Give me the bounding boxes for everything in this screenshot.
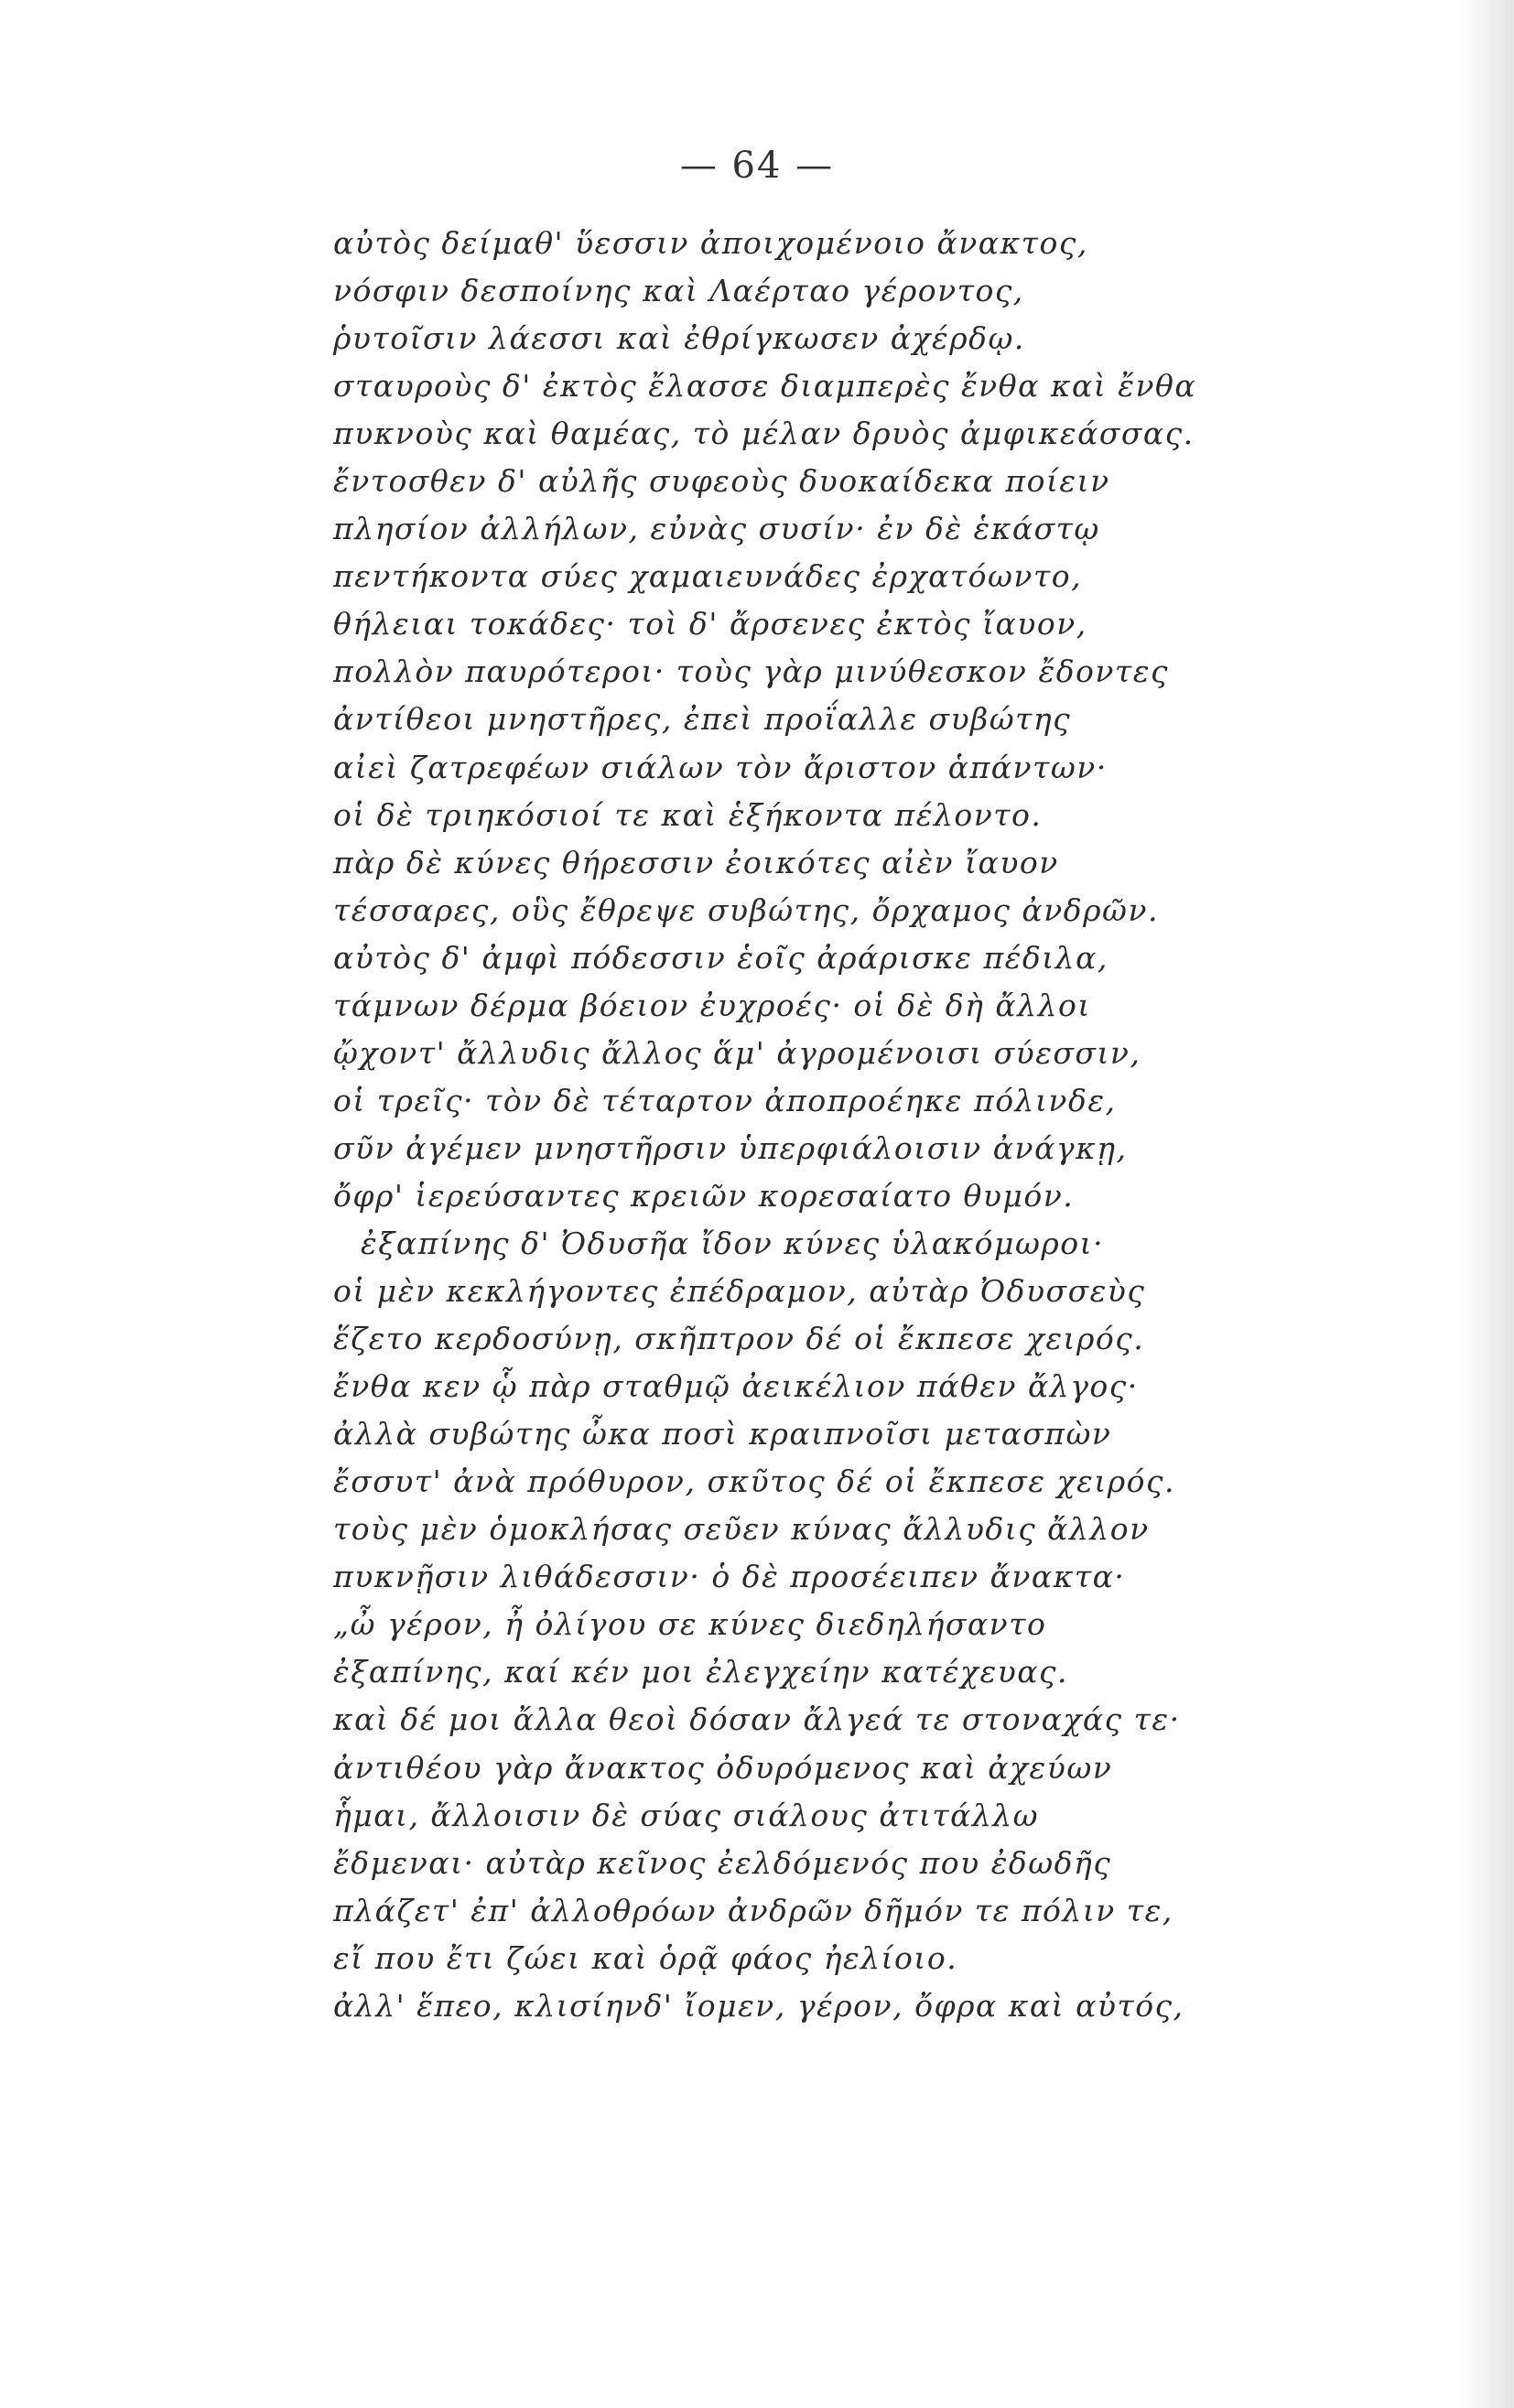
verse-line: „ὦ γέρον, ἦ ὀλίγου σε κύνες διεδηλήσαντο <box>333 1606 1047 1643</box>
verse-line: ἧμαι, ἄλλοισιν δὲ σύας σιάλους ἀτιτάλλω <box>333 1797 1040 1833</box>
verse-line: εἴ που ἔτι ζώει καὶ ὁρᾷ φάος ἠελίοιο. <box>333 1939 958 1976</box>
verse-line: ἔνθα κεν ᾧ πὰρ σταθμῷ ἀεικέλιον πάθεν ἄλγος· <box>333 1368 1139 1405</box>
verse-line: ἔντοσθεν δ' αὐλῆς συφεοὺς δυοκαίδεκα ποίειν <box>333 463 1110 500</box>
verse-line: ἔσσυτ' ἀνὰ πρόθυρον, σκῦτος δέ οἱ ἔκπεσε χειρός. <box>333 1463 1175 1500</box>
verse-line: αὐτὸς δείμαθ' ὕεσσιν ἀποιχομένοιο ἄνακτος, <box>333 225 1088 261</box>
verse-line: ἀντιθέου γὰρ ἄνακτος ὀδυρόμενος καὶ ἀχεύων <box>333 1749 1113 1786</box>
verse-line: πολλὸν παυρότεροι· τοὺς γὰρ μινύθεσκον ἔδοντες <box>333 653 1169 690</box>
verse-line: σῦν ἀγέμεν μνηστῆρσιν ὑπερφιάλοισιν ἀνάγκῃ, <box>333 1129 1128 1166</box>
verse-line: ἀλλ' ἕπεο, κλισίηνδ' ἴομεν, γέρον, ὄφρα καὶ αὐτός, <box>333 1987 1184 2024</box>
verse-line: οἱ δὲ τριηκόσιοί τε καὶ ἑξήκοντα πέλοντο. <box>333 796 1043 833</box>
verse-line: τέσσαρες, οὓς ἔθρεψε συβώτης, ὄρχαμος ἀνδρῶν. <box>333 891 1160 928</box>
verse-line: ἀλλὰ συβώτης ὦκα ποσὶ κραιπνοῖσι μετασπὼν <box>333 1416 1112 1452</box>
verse-line: πυκνῇσιν λιθάδεσσιν· ὁ δὲ προσέειπεν ἄνακτα· <box>333 1559 1126 1595</box>
verse-line: θήλειαι τοκάδες· τοὶ δ' ἄρσενες ἐκτὸς ἴαυον, <box>333 606 1087 642</box>
verse-line: ὄφρ' ἱερεύσαντες κρειῶν κορεσαίατο θυμόν. <box>333 1177 1075 1214</box>
verse-line: πλάζετ' ἐπ' ἀλλοθρόων ἀνδρῶν δῆμόν τε πόλιν τε, <box>333 1892 1173 1928</box>
verse-line: νόσφιν δεσποίνης καὶ Λαέρταο γέροντος, <box>333 273 1024 309</box>
verse-line: ἐξαπίνης δ' Ὀδυσῆα ἴδον κύνες ὑλακόμωροι· <box>361 1225 1105 1261</box>
verse-line: οἱ μὲν κεκλήγοντες ἐπέδραμον, αὐτὰρ Ὀδυσσεὺς <box>333 1273 1146 1310</box>
page-edge-shadow <box>1459 0 1514 2408</box>
verse-line: τοὺς μὲν ὁμοκλήσας σεῦεν κύνας ἄλλυδις ἄλλον <box>333 1511 1150 1548</box>
verse-line: καὶ δέ μοι ἄλλα θεοὶ δόσαν ἄλγεά τε στοναχάς τε· <box>333 1701 1181 1738</box>
page-number: — 64 — <box>679 145 835 187</box>
poem-text-block <box>333 220 1285 2030</box>
verse-line: οἱ τρεῖς· τὸν δὲ τέταρτον ἀποπροέηκε πόλινδε, <box>333 1082 1117 1118</box>
verse-line: ἔδμεναι· αὐτὰρ κεῖνος ἐελδόμενός που ἐδωδῆς <box>333 1844 1112 1881</box>
verse-line: ἐξαπίνης, καί κέν μοι ἐλεγχείην κατέχευας. <box>333 1654 1069 1690</box>
verse-line: πυκνοὺς καὶ θαμέας, τὸ μέλαν δρυὸς ἀμφικεάσσας. <box>333 416 1195 452</box>
verse-line: σταυροὺς δ' ἐκτὸς ἔλασσε διαμπερὲς ἔνθα καὶ ἔνθα <box>333 368 1197 405</box>
verse-line: ᾤχοντ' ἄλλυδις ἄλλος ἅμ' ἀγρομένοισι σύεσσιν, <box>333 1034 1141 1071</box>
verse-line: αἰεὶ ζατρεφέων σιάλων τὸν ἄριστον ἁπάντων· <box>333 749 1108 785</box>
verse-line: ἕζετο κερδοσύνῃ, σκῆπτρον δέ οἱ ἔκπεσε χειρός. <box>333 1321 1145 1357</box>
verse-line: τάμνων δέρμα βόειον ἐυχροές· οἱ δὲ δὴ ἄλλοι <box>333 987 1091 1023</box>
verse-line: αὐτὸς δ' ἀμφὶ πόδεσσιν ἑοῖς ἀράρισκε πέδιλα, <box>333 939 1108 976</box>
verse-line: ἀντίθεοι μνηστῆρες, ἐπεὶ προΐαλλε συβώτης <box>333 701 1072 738</box>
verse-line: πλησίον ἀλλήλων, εὐνὰς συσίν· ἐν δὲ ἑκάστῳ <box>333 511 1100 547</box>
verse-line: πεντήκοντα σύες χαμαιευνάδες ἐρχατόωντο, <box>333 558 1083 595</box>
verse-line: ῥυτοῖσιν λάεσσι καὶ ἐθρίγκωσεν ἀχέρδῳ. <box>333 320 1025 357</box>
verse-line: πὰρ δὲ κύνες θήρεσσιν ἐοικότες αἰὲν ἴαυον <box>333 844 1059 880</box>
